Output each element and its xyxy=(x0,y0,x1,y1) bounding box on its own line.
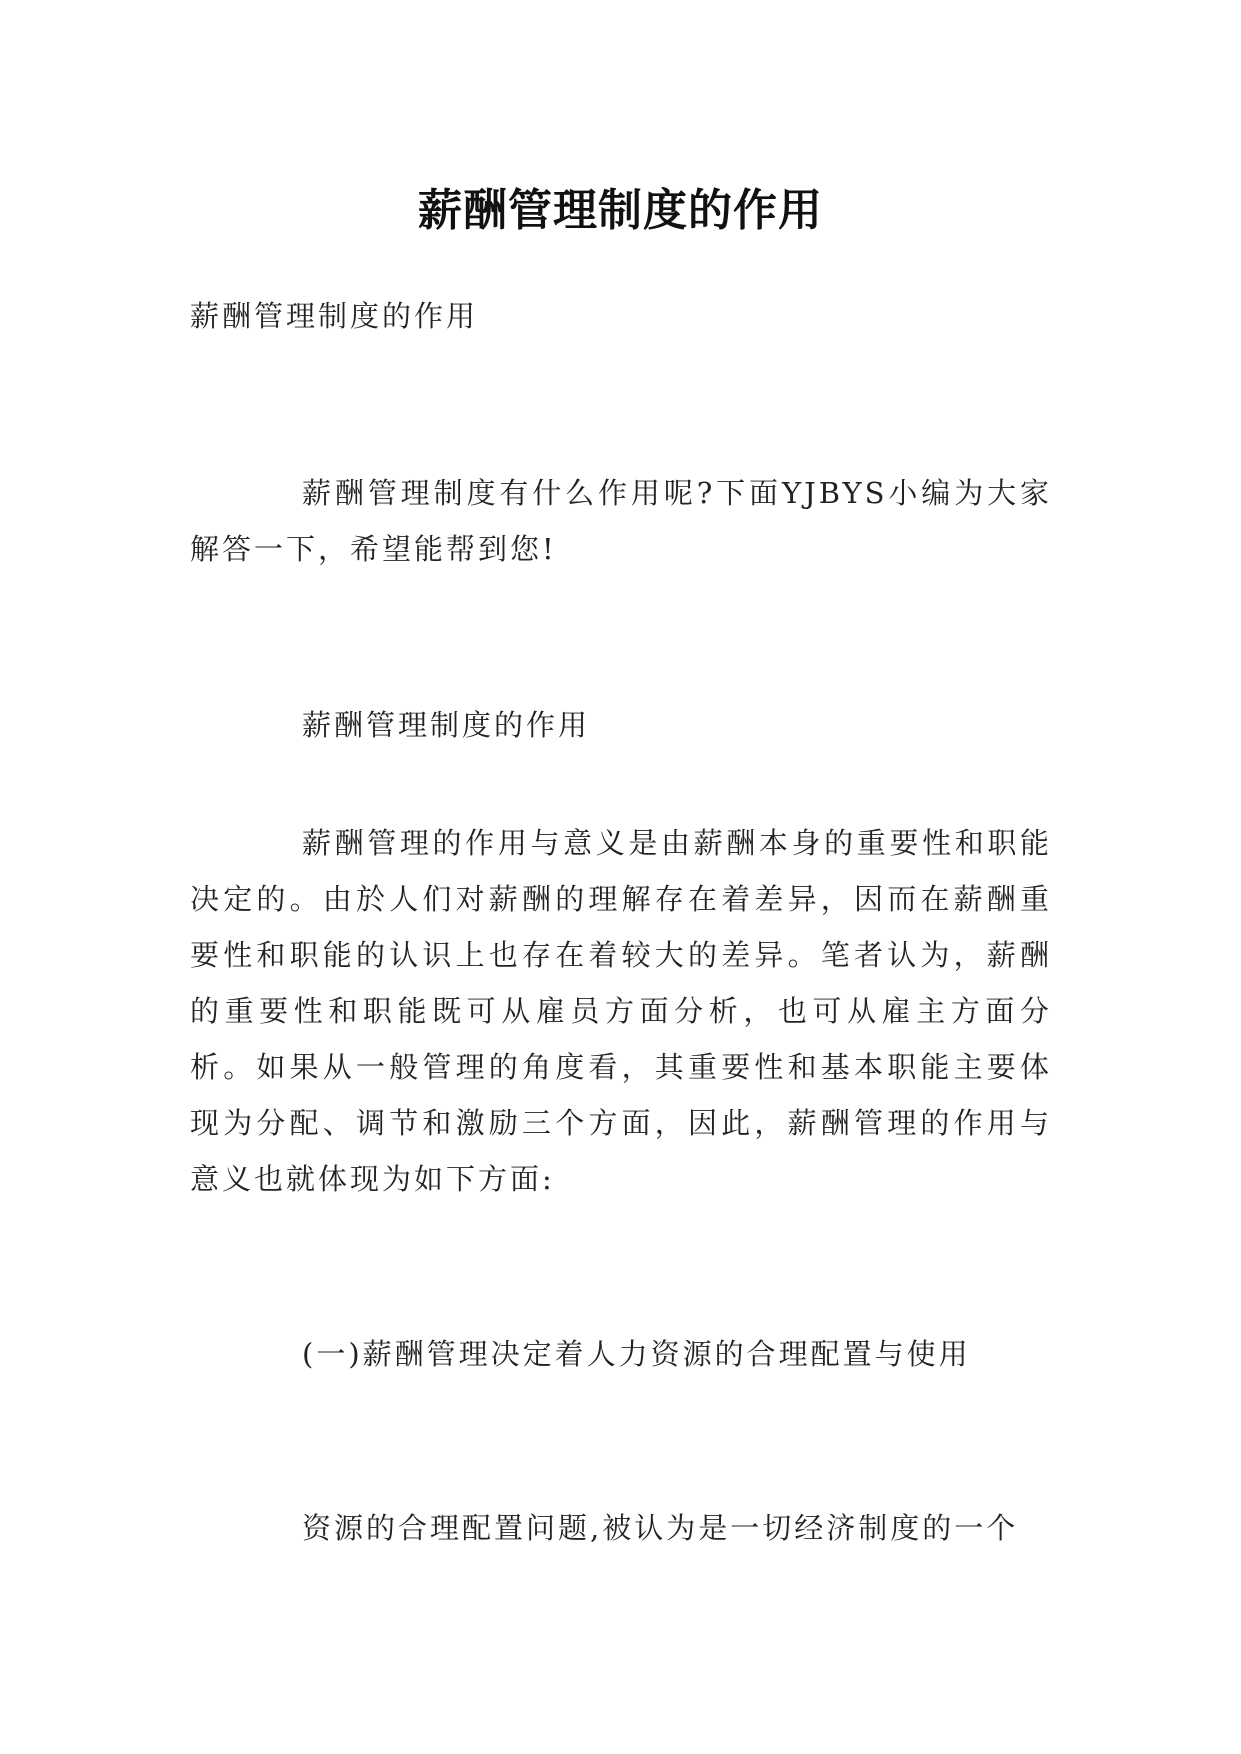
paragraph-continuation: 资源的合理配置问题,被认为是一切经济制度的一个 xyxy=(302,1511,1019,1545)
document-title: 薪酬管理制度的作用 xyxy=(418,185,823,237)
paragraph-intro: 薪酬管理制度有什么作用呢?下面YJBYS小编为大家解答一下，希望能帮到您! xyxy=(190,476,1052,566)
paragraph-subtitle: 薪酬管理制度的作用 xyxy=(190,299,479,333)
paragraph-section-heading: 薪酬管理制度的作用 xyxy=(302,708,591,742)
paragraph-subheading: (一)薪酬管理决定着人力资源的合理配置与使用 xyxy=(302,1337,971,1371)
paragraph-body: 薪酬管理的作用与意义是由薪酬本身的重要性和职能决定的。由於人们对薪酬的理解存在着差异，因而在薪酬重要性和职能的认识上也存在着较大的差异。笔者认为，薪酬的重要性和职能既可从雇员方面分析，也可从雇主方面分析。如果从一般管理的角度看，其重要性和基本职能主要体现为分配、调节和激励三个方面，因此，薪酬管理的作用与意义也就体现为如下方面: xyxy=(190,826,1052,1196)
